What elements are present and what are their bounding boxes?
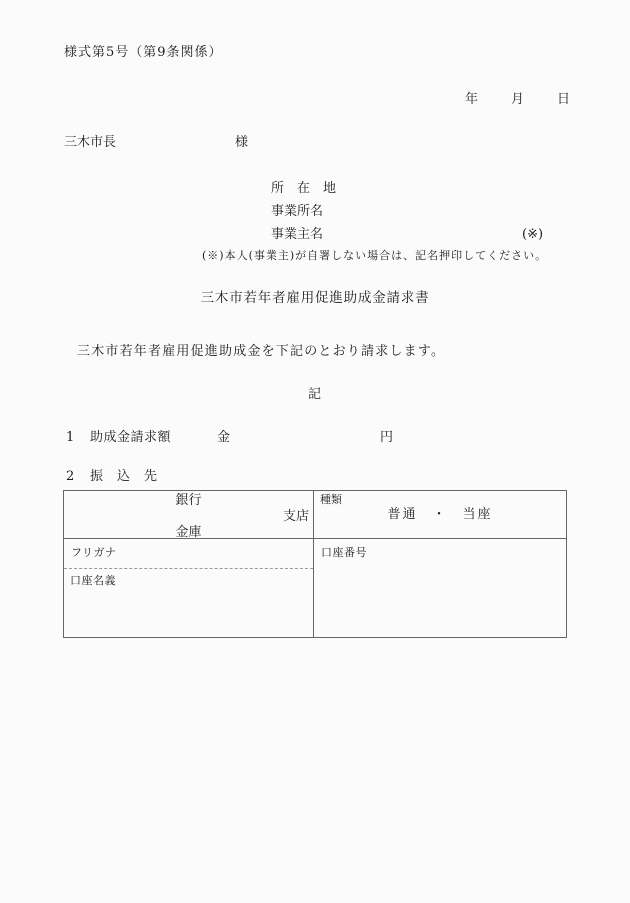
account-type-options: 普通 ・ 当座	[387, 507, 493, 522]
account-type-cell	[314, 491, 566, 539]
account-holder-label: 口座名義	[70, 574, 116, 587]
item-transfer-destination	[0, 469, 630, 487]
kinko-label: 金庫	[175, 525, 202, 540]
request-statement: 三木市若年者雇用促進助成金を下記のとおり請求します。	[77, 344, 446, 359]
currency-suffix: 円	[380, 430, 394, 445]
date-month-label: 月	[510, 92, 524, 107]
bank-name-cell	[64, 491, 314, 539]
honorific: 様	[235, 135, 249, 150]
item2-label: 振 込 先	[90, 469, 158, 484]
furigana-label: フリガナ	[64, 539, 313, 569]
addressee: 三木市長	[64, 135, 117, 150]
applicant-address-label: 所 在 地	[271, 181, 337, 196]
section-marker: 記	[307, 387, 322, 402]
seal-note-mark: (※)	[522, 227, 544, 242]
applicant-office-label: 事業所名	[271, 204, 324, 219]
item1-number: 1	[66, 430, 75, 445]
transfer-table	[63, 490, 567, 638]
item1-label: 助成金請求額	[90, 430, 172, 445]
item-claim-amount	[0, 430, 630, 448]
branch-label: 支店	[282, 509, 309, 524]
bank-label: 銀行	[175, 493, 202, 508]
account-number-cell	[314, 539, 566, 637]
applicant-owner-line	[271, 227, 591, 243]
addressee-line	[64, 135, 364, 151]
account-holder-cell	[64, 539, 314, 637]
date-day-label: 日	[556, 92, 570, 107]
signature-note: (※)本人(事業主)が自署しない場合は、記名押印してください。	[202, 249, 548, 262]
applicant-owner-label: 事業主名	[271, 227, 324, 242]
account-number-label: 口座番号	[321, 546, 367, 559]
document-title: 三木市若年者雇用促進助成金請求書	[200, 290, 430, 306]
form-number: 様式第5号（第9条関係）	[64, 45, 223, 60]
date-line	[465, 92, 570, 108]
item2-number: 2	[66, 469, 75, 484]
account-type-label: 種類	[320, 493, 342, 506]
date-year-label: 年	[465, 92, 479, 107]
currency-prefix: 金	[217, 430, 231, 445]
